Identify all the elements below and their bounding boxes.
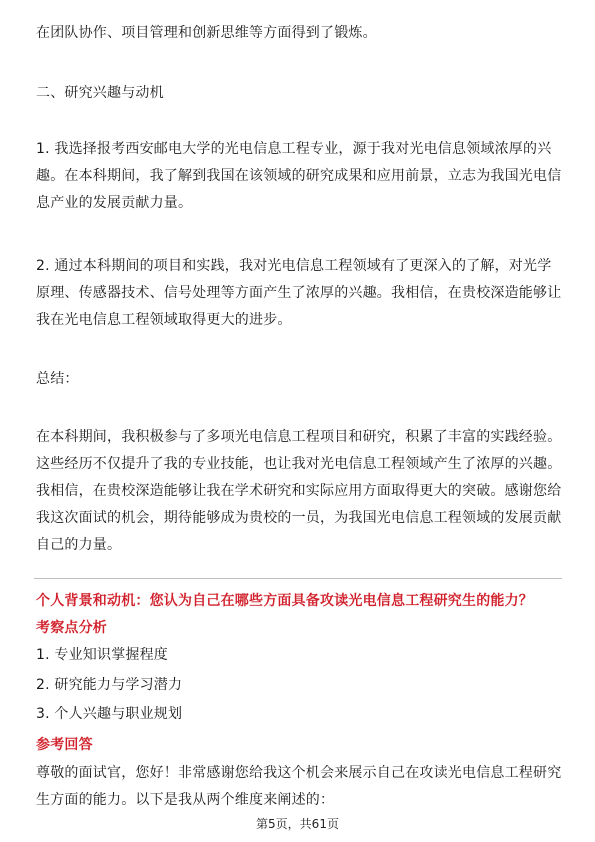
section-heading-interest: 二、研究兴趣与动机 [36,85,164,101]
paragraph-summary: 在本科期间，我积极参与了多项光电信息工程项目和研究，积累了丰富的实践经验。这些经历不仅提升了我的专业技能，也让我对光电信息工程领域产生了浓厚的兴趣。我相信，在贵校深造能够让我在学术研究和实际应用方面取得更大的突破。感谢您给我这次面试的机会，期待能够成为贵校的一员，为我国光电信息工程领域的发展贡献自己的力量。 [36,429,562,553]
analysis-point-1: 1. 专业知识掌握程度 [36,647,169,663]
paragraph-interest-1: 1. 我选择报考西安邮电大学的光电信息工程专业，源于我对光电信息领域浓厚的兴趣。在本科期间，我了解到我国在该领域的研究成果和应用前景，立志为我国光电信息产业的发展贡献力量。 [36,141,562,211]
analysis-point-3: 3. 个人兴趣与职业规划 [36,706,183,722]
paragraph-interest-2: 2. 通过本科期间的项目和实践，我对光电信息工程领域有了更深入的了解，对光学原理、传感器技术、信号处理等方面产生了浓厚的兴趣。我相信，在贵校深造能够让我在光电信息工程领域取得更大的进步。 [36,258,562,328]
summary-heading: 总结： [36,371,79,387]
answer-heading: 参考回答 [36,737,93,753]
analysis-point-2: 2. 研究能力与学习潜力 [36,677,183,693]
answer-text: 尊敬的面试官，您好！非常感谢您给我这个机会来展示自己在攻读光电信息工程研究生方面的能力。以下是我从两个维度来阐述的： [36,765,562,808]
paragraph-teamwork: 在团队协作、项目管理和创新思维等方面得到了锻炼。 [36,25,377,41]
question-title: 个人背景和动机：您认为自己在哪些方面具备攻读光电信息工程研究生的能力？ [36,593,533,609]
section-divider [34,578,562,579]
analysis-heading: 考察点分析 [36,620,107,636]
page-number: 第5页，共61页 [256,817,339,831]
